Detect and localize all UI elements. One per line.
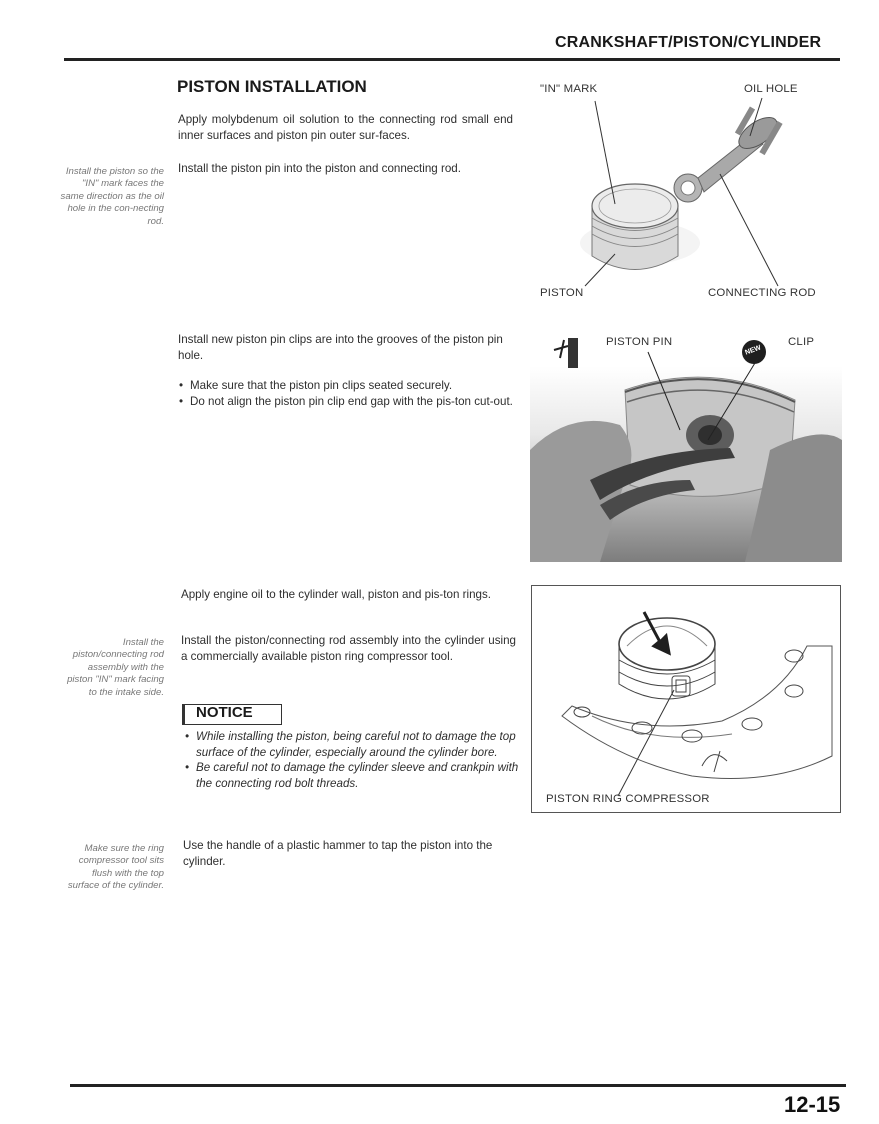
label-piston: PISTON <box>540 287 584 299</box>
step3-paragraph1: Apply engine oil to the cylinder wall, piston and pis-ton rings. <box>181 588 491 601</box>
notice-title: NOTICE <box>196 704 253 721</box>
step1-paragraph1: Apply molybdenum oil solution to the connecting rod small end inner surfaces and piston pin outer sur-faces. <box>178 113 513 142</box>
connecting-rod-drawing <box>674 107 783 202</box>
page-number: 12-15 <box>784 1092 841 1117</box>
label-piston-ring-compressor: PISTON RING COMPRESSOR <box>546 793 710 805</box>
header-rule <box>64 58 840 61</box>
step2-bullet-item: • Make sure that the piston pin clips seated securely. <box>178 378 513 394</box>
label-in-mark: "IN" MARK <box>540 83 598 95</box>
step2-bullet-list <box>178 378 513 409</box>
page-header-title: CRANKSHAFT/PISTON/CYLINDER <box>555 34 822 51</box>
notice-list <box>184 729 519 791</box>
notice-item: • Be careful not to damage the cylinder sleeve and crankpin with the connecting rod bolt threads. <box>184 760 519 791</box>
ring-compressor-drawing <box>532 586 840 812</box>
label-oil-hole: OIL HOLE <box>744 83 798 95</box>
piston-rod-illustration <box>530 78 842 310</box>
piston-drawing <box>592 184 678 270</box>
section-title: PISTON INSTALLATION <box>177 77 367 96</box>
label-connecting-rod: CONNECTING ROD <box>708 287 816 299</box>
clip-installation-photo <box>530 330 842 562</box>
step1-paragraph2: Install the piston pin into the piston and connecting rod. <box>178 162 461 175</box>
step1-side-note: Install the piston so the "IN" mark faces the same direction as the oil hole in the con-necting rod. <box>60 166 164 227</box>
figure-ring-compressor <box>531 585 841 813</box>
figure-piston-pin-clip <box>530 330 842 562</box>
tool-icon <box>554 338 578 368</box>
step3-side-note: Install the piston/connecting rod assembly with the piston "IN" mark facing to the intake side. <box>67 637 164 698</box>
figure-piston-connecting-rod <box>530 78 842 310</box>
label-piston-pin: PISTON PIN <box>606 336 673 348</box>
footer-rule <box>70 1084 846 1087</box>
step2-paragraph: Install new piston pin clips are into the grooves of the piston pin hole. <box>178 333 503 362</box>
notice-item: • While installing the piston, being careful not to damage the top surface of the cylinder, especially around the cylinder bore. <box>184 729 519 760</box>
step4-side-note: Make sure the ring compressor tool sits flush with the top surface of the cylinder. <box>67 843 164 892</box>
step3-paragraph2: Install the piston/connecting rod assembly into the cylinder using a commercially available piston ring compressor tool. <box>181 634 516 663</box>
label-clip: CLIP <box>788 336 815 348</box>
step4-paragraph: Use the handle of a plastic hammer to tap the piston into the cylinder. <box>183 839 493 868</box>
new-badge-text: NEW <box>744 344 763 357</box>
step2-bullet-item: • Do not align the piston pin clip end gap with the pis-ton cut-out. <box>178 394 513 410</box>
